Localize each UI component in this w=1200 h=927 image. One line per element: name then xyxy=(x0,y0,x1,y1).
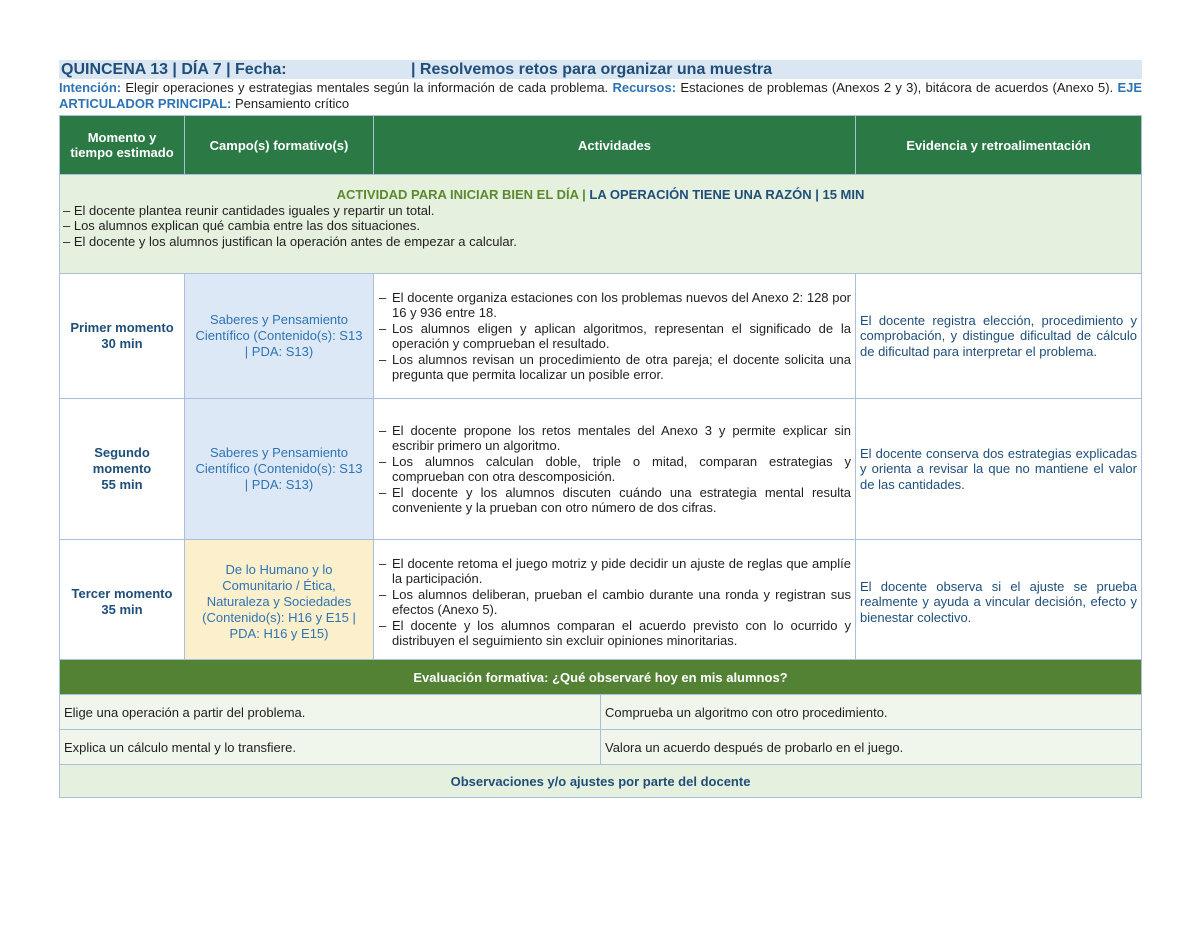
evidence-cell: El docente registra elección, procedimiento y comprobación, y distingue dificultad de cálculo de dificultad para interpretar el problema. xyxy=(856,274,1142,399)
col-header-momento: Momento y tiempo estimado xyxy=(60,116,185,175)
plan-table-header xyxy=(60,116,1142,175)
table-row-segundo-momento xyxy=(60,399,1142,540)
recursos-label: Recursos: xyxy=(612,80,677,95)
start-activity-heading xyxy=(63,187,1138,203)
campo-cell: Saberes y Pensamiento Científico (Contenido(s): S13 | PDA: S13) xyxy=(185,274,374,399)
eje-text: Pensamiento crítico xyxy=(234,95,350,111)
moment-cell xyxy=(60,399,185,540)
evidence-cell: El docente conserva dos estrategias explicadas y orienta a revisar la que no mantiene el valor de las cantidades. xyxy=(856,399,1142,540)
table-row-tercer-momento xyxy=(60,540,1142,665)
evidence-cell: El docente observa si el ajuste se prueba realmente y ayuda a vincular decisión, efecto y bienestar colectivo. xyxy=(856,540,1142,665)
activity-item: – El docente organiza estaciones con los problemas nuevos del Anexo 2: 128 por 16 y 936 entre 18. xyxy=(379,290,851,321)
activity-item: – El docente y los alumnos discuten cuándo una estrategia mental resulta conveniente y la prueban con otro número de dos cifras. xyxy=(379,485,851,516)
campo-cell: De lo Humano y lo Comunitario / Ética, Naturaleza y Sociedades (Contenido(s): H16 y E15 | PDA: H16 y E15) xyxy=(185,540,374,665)
eje-label: EJE ARTICULADOR PRINCIPAL: xyxy=(59,80,1143,111)
activity-item: – El docente propone los retos mentales del Anexo 3 y permite explicar sin escribir primero un algoritmo. xyxy=(379,423,851,454)
page-title-left: QUINCENA 13 | DÍA 7 | Fecha: xyxy=(61,61,287,78)
col-header-actividades: Actividades xyxy=(374,116,856,175)
moment-name: Tercer momento xyxy=(71,586,173,601)
activities-cell xyxy=(374,274,856,399)
intent-paragraph xyxy=(59,80,1142,111)
start-line: – El docente plantea reunir cantidades iguales y repartir un total. xyxy=(63,202,435,218)
evaluation-item: Explica un cálculo mental y lo transfiere. xyxy=(60,730,601,765)
evaluation-item: Elige una operación a partir del problema. xyxy=(60,695,601,730)
start-activity xyxy=(60,175,1142,274)
start-line: – Los alumnos explican qué cambia entre las dos situaciones. xyxy=(63,218,420,233)
moment-name: momento xyxy=(92,461,152,476)
evaluation-item: Valora un acuerdo después de probarlo en el juego. xyxy=(601,730,1142,765)
activities-cell xyxy=(374,540,856,665)
start-activity-title: LA OPERACIÓN TIENE UNA RAZÓN | 15 MIN xyxy=(589,187,865,202)
evaluation-row xyxy=(60,730,1142,765)
moment-cell xyxy=(60,274,185,399)
page-title-right: | Resolvemos retos para organizar una muestra xyxy=(411,61,773,78)
evaluation-table xyxy=(59,659,1142,798)
activities-cell xyxy=(374,399,856,540)
evaluation-title: Evaluación formativa: ¿Qué observaré hoy en mis alumnos? xyxy=(60,660,1142,695)
moment-name: Primer momento xyxy=(70,320,174,335)
moment-time: 30 min xyxy=(101,336,143,351)
start-line: – El docente y los alumnos justifican la operación antes de empezar a calcular. xyxy=(63,233,517,249)
plan-table xyxy=(59,115,1142,665)
intencion-text: Elegir operaciones y estrategias mentales según la información de cada problema. xyxy=(125,80,609,95)
col-header-campo: Campo(s) formativo(s) xyxy=(185,116,374,175)
page-title-bar xyxy=(59,60,1142,79)
activity-item: – Los alumnos revisan un procedimiento de otra pareja; el docente solicita una pregunta que permita localizar un posible error. xyxy=(379,352,851,383)
activity-item: – El docente retoma el juego motriz y pide decidir un ajuste de reglas que amplíe la participación. xyxy=(379,556,851,587)
evaluation-row xyxy=(60,695,1142,730)
recursos-text: Estaciones de problemas (Anexos 2 y 3), bitácora de acuerdos (Anexo 5). xyxy=(680,80,1114,95)
col-header-evidencia: Evidencia y retroalimentación xyxy=(856,116,1142,175)
moment-time: 35 min xyxy=(101,602,143,617)
activity-item: – Los alumnos calculan doble, triple o mitad, comparan estrategias y comprueban con otra descomposición. xyxy=(379,454,851,485)
moment-cell xyxy=(60,540,185,665)
activity-item: – El docente y los alumnos comparan el acuerdo previsto con lo ocurrido y distribuyen el seguimiento sin excluir opiniones minoritarias. xyxy=(379,618,851,649)
evaluation-item: Comprueba un algoritmo con otro procedimiento. xyxy=(601,695,1142,730)
moment-time: 55 min xyxy=(101,477,143,492)
moment-name: Segundo xyxy=(94,445,150,460)
activity-item: – Los alumnos deliberan, prueban el cambio durante una ronda y registran sus efectos (Anexo 5). xyxy=(379,587,851,618)
activity-item: – Los alumnos eligen y aplican algoritmos, representan el significado de la operación y comprueban el resultado. xyxy=(379,321,851,352)
table-row-primer-momento xyxy=(60,274,1142,399)
campo-cell: Saberes y Pensamiento Científico (Contenido(s): S13 | PDA: S13) xyxy=(185,399,374,540)
intencion-label: Intención: xyxy=(59,80,122,95)
start-activity-label: ACTIVIDAD PARA INICIAR BIEN EL DÍA | xyxy=(336,187,586,202)
observations-heading: Observaciones y/o ajustes por parte del docente xyxy=(60,765,1142,798)
